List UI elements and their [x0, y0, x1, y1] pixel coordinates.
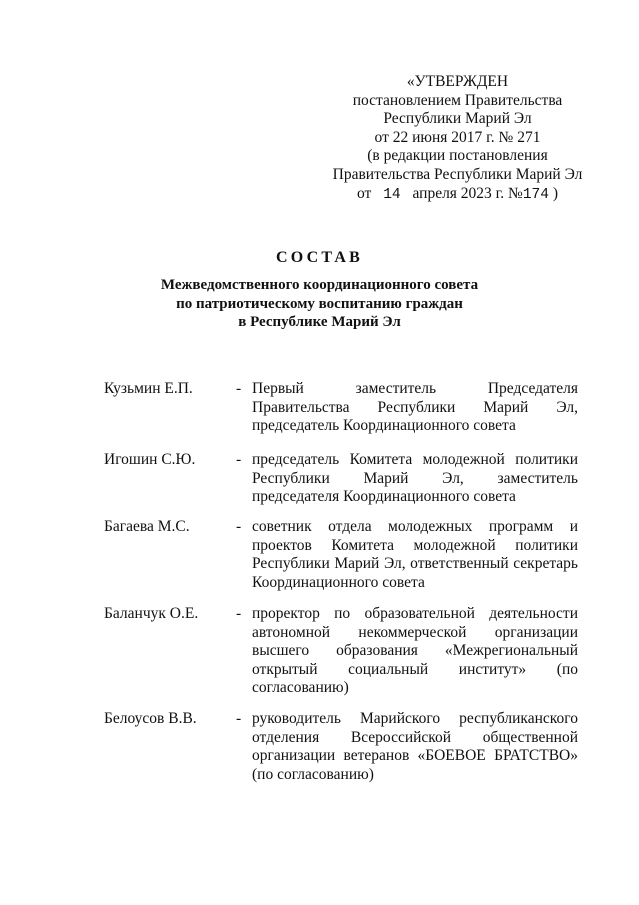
member-role: Первый заместитель Председателя Правительства Республики Марий Эл, председатель Координационного совета: [252, 380, 578, 435]
document-subtitle: [0, 276, 639, 332]
member-entry: [104, 518, 579, 613]
member-entry: [104, 605, 579, 700]
member-dash: -: [236, 518, 242, 535]
member-name: Багаева М.С.: [104, 518, 190, 535]
member-role: председатель Комитета молодежной политики Республики Марий Эл, заместитель председателя Координационного совета: [252, 451, 578, 506]
member-role: проректор по образовательной деятельности автономной некоммерческой организации высшего образования «Межрегиональный открытый социальный институт» (по согласованию): [252, 605, 578, 697]
approval-date-line: [320, 185, 595, 205]
approval-date-day: 14: [383, 186, 401, 203]
approval-stamp: [320, 73, 595, 204]
approval-date-month-year: апреля 2023 г. №: [412, 184, 523, 202]
member-name: Баланчук О.Е.: [104, 605, 199, 622]
subtitle-line: в Республике Марий Эл: [238, 314, 401, 331]
member-name: Игошин С.Ю.: [104, 451, 196, 468]
approval-line: «УТВЕРЖДЕН: [406, 73, 509, 90]
approval-line: от 22 июня 2017 г. № 271: [374, 128, 541, 146]
approval-line: Правительства Республики Марий Эл: [332, 165, 583, 183]
member-dash: -: [236, 380, 242, 397]
approval-line: Республики Марий Эл: [383, 110, 532, 128]
member-role: советник отдела молодежных программ и проектов Комитета молодежной политики Республики Марий Эл, ответственный секретарь Координационного совета: [252, 518, 578, 591]
member-dash: -: [236, 605, 242, 622]
member-dash: -: [236, 451, 242, 468]
approval-line: (в редакции постановления: [367, 147, 548, 165]
document-title: СОСТАВ: [275, 249, 364, 266]
approval-number: 174: [522, 186, 549, 203]
member-entry: [104, 710, 579, 805]
subtitle-line: Межведомственного координационного совета: [160, 277, 479, 293]
approval-line: постановлением Правительства: [352, 91, 563, 109]
approval-date-suffix: ): [552, 184, 558, 202]
subtitle-line: по патриотическому воспитанию граждан: [176, 295, 463, 312]
member-name: Кузьмин Е.П.: [104, 380, 193, 397]
approval-date-prefix: от: [356, 184, 372, 202]
member-dash: -: [236, 710, 242, 727]
member-name: Белоусов В.В.: [104, 710, 197, 727]
member-role: руководитель Марийского республиканского отделения Всероссийской общественной организации ветеранов «БОЕВОЕ БРАТСТВО» (по согласованию): [252, 710, 578, 783]
